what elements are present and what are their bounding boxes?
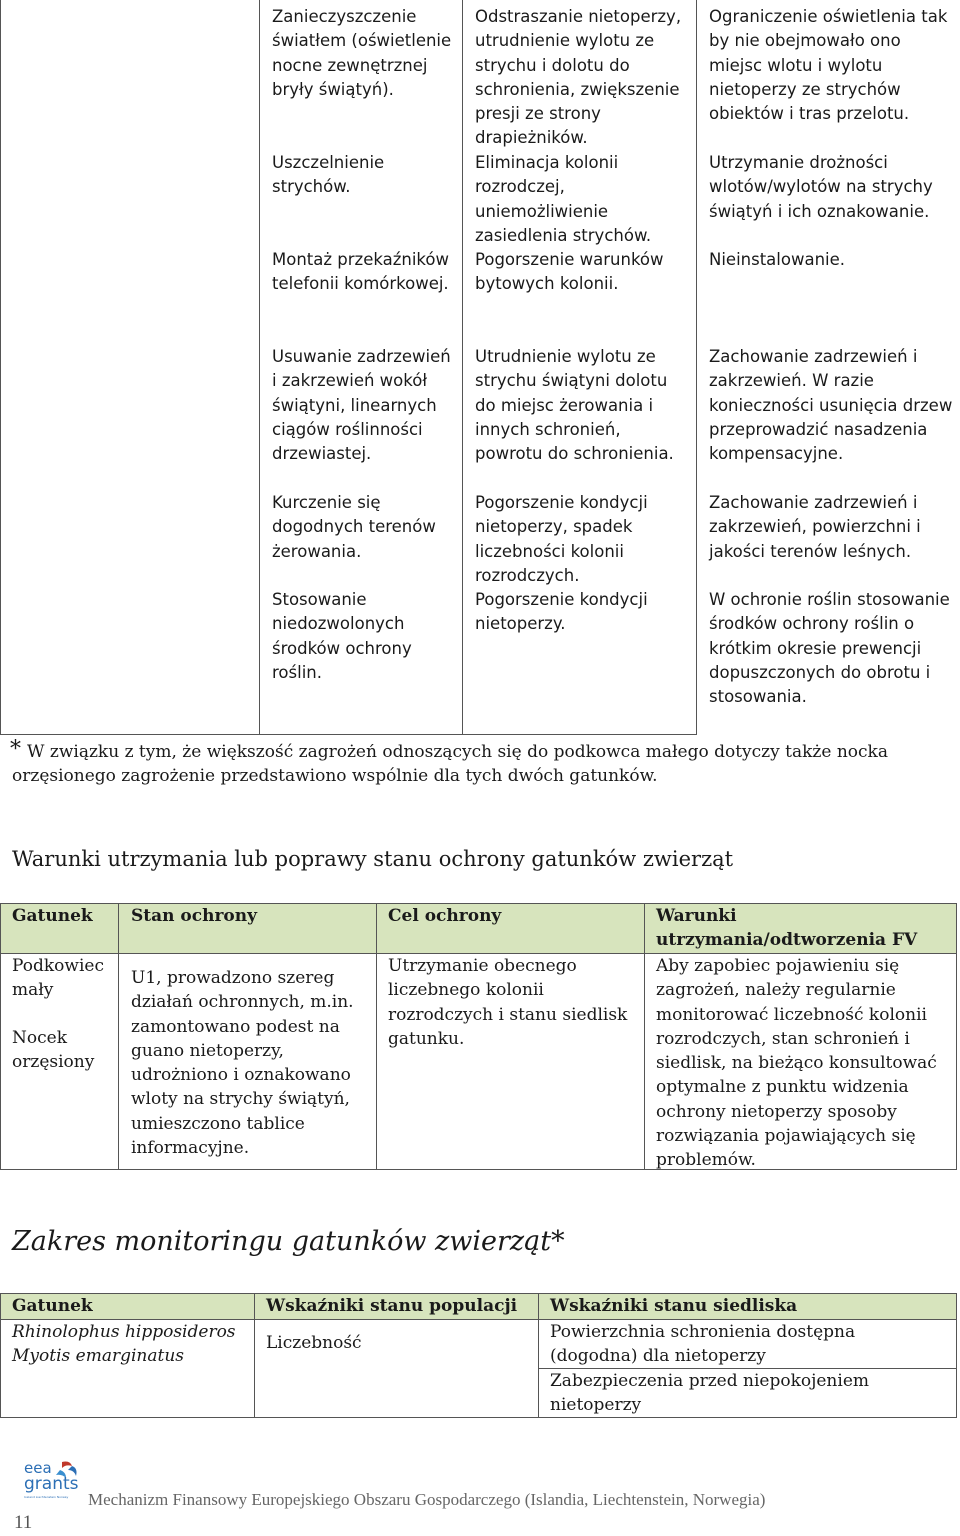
measure-cell: Utrzymanie drożności wlotów/wylotów na strychy świątyń i ich oznakowanie. — [709, 153, 933, 221]
footnote-line: W związku z tym, że większość zagrożeń odnoszących się do podkowca małego dotyczy także nocka — [27, 742, 888, 762]
col-header-stan: Stan ochrony — [131, 906, 258, 926]
col-header-habitat: Wskaźniki stanu siedliska — [550, 1296, 798, 1316]
species-latin: Rhinolophus hipposideros — [12, 1322, 236, 1342]
population-indicator: Liczebność — [266, 1333, 362, 1353]
footer-text: Mechanizm Finansowy Europejskiego Obszaru Gospodarczego (Islandia, Liechtenstein, Norwegia) — [88, 1490, 766, 1509]
logo-text-small: Iceland Liechtenstein Norway — [24, 1495, 69, 1499]
logo-text-top: eea — [24, 1459, 52, 1477]
conditions-title: Warunki utrzymania lub poprawy stanu ochrony gatunków zwierząt — [12, 847, 734, 871]
habitat-indicator: Powierzchnia schronienia dostępna (dogodna) dla nietoperzy — [550, 1322, 856, 1367]
col-header-gatunek: Gatunek — [12, 1296, 93, 1316]
measure-cell: Zachowanie zadrzewień i zakrzewień, powierzchni i jakości terenów leśnych. — [709, 493, 921, 561]
footnote-line: orzęsionego zagrożenie przedstawiono wspólnie dla tych dwóch gatunków. — [12, 766, 658, 786]
measure-cell: Nieinstalowanie. — [709, 250, 846, 269]
col-header-warunki: Warunki utrzymania/odtworzenia FV — [656, 906, 918, 951]
footnote-star: * — [10, 737, 21, 762]
threat-cell: Kurczenie się dogodnych terenów żerowania. — [272, 493, 436, 561]
measure-cell: Ograniczenie oświetlenia tak by nie obejmowało ono miejsc wlotu i wylotu nietoperzy ze strychów obiektów i tras przelotu. — [709, 7, 948, 124]
threat-cell: Stosowanie niedozwolonych środków ochrony roślin. — [272, 590, 412, 682]
measure-cell: Zachowanie zadrzewień i zakrzewień. W razie konieczności usunięcia drzew przeprowadzić nasadzenia kompensacyjne. — [709, 347, 953, 464]
impact-cell: Eliminacja kolonii rozrodczej, uniemożliwienie zasiedlenia strychów. — [475, 153, 652, 245]
col-header-population: Wskaźniki stanu populacji — [266, 1296, 518, 1316]
threat-cell: Zanieczyszczenie światłem (oświetlenie nocne zewnętrznej bryły świątyń). — [272, 7, 452, 99]
impact-cell: Pogorszenie warunków bytowych kolonii. — [475, 250, 664, 294]
col-header-gatunek: Gatunek — [12, 906, 93, 926]
col-header-cel: Cel ochrony — [388, 906, 502, 926]
measure-cell: W ochronie roślin stosowanie środków ochrony roślin o krótkim okresie prewencji dopuszczonych do obrotu i stosowania. — [709, 590, 950, 707]
threat-cell: Uszczelnienie strychów. — [272, 153, 385, 197]
threat-cell: Montaż przekaźników telefonii komórkowej. — [272, 250, 449, 294]
impact-cell: Pogorszenie kondycji nietoperzy, spadek liczebności kolonii rozrodczych. — [475, 493, 648, 585]
impact-cell: Utrudnienie wylotu ze strychu świątyni dolotu do miejsc żerowania i innych schronień, powrotu do schronienia. — [475, 347, 674, 464]
fv-conditions: Aby zapobiec pojawieniu się zagrożeń, należy regularnie monitorować liczebność kolonii rozrodczych, stan schronień i siedlisk, na bieżąco konsultować optymalne z punktu widzenia ochrony nietoperzy sposoby rozwiązania pojawiających się problemów. — [656, 956, 937, 1171]
eea-grants-logo — [22, 1458, 84, 1506]
habitat-indicator: Zabezpieczenia przed niepokojeniem nietoperzy — [550, 1371, 869, 1416]
species-name: Podkowiec mały — [12, 956, 104, 1001]
impact-cell: Odstraszanie nietoperzy, utrudnienie wylotu ze strychu i dolotu do schronienia, zwiększenie presji ze strony drapieżników. — [475, 7, 682, 148]
protection-goal: Utrzymanie obecnego liczebnego kolonii rozrodczych i stanu siedlisk gatunku. — [388, 956, 628, 1049]
impact-cell: Pogorszenie kondycji nietoperzy. — [475, 590, 648, 634]
page-number: 11 — [14, 1512, 33, 1533]
logo-text-bottom: grants — [24, 1474, 79, 1494]
monitoring-title: Zakres monitoringu gatunków zwierząt* — [12, 1226, 565, 1257]
species-latin: Myotis emarginatus — [12, 1346, 184, 1366]
species-name: Nocek orzęsiony — [12, 1028, 95, 1073]
protection-status: U1, prowadzono szereg działań ochronnych, m.in. zamontowano podest na guano nietoperzy, udrożniono i oznakowano wloty na strychy świątyń, umieszczono tablice informacyjne. — [131, 968, 354, 1159]
threat-cell: Usuwanie zadrzewień i zakrzewień wokół świątyni, linearnych ciągów roślinności drzewiastej. — [272, 347, 451, 464]
